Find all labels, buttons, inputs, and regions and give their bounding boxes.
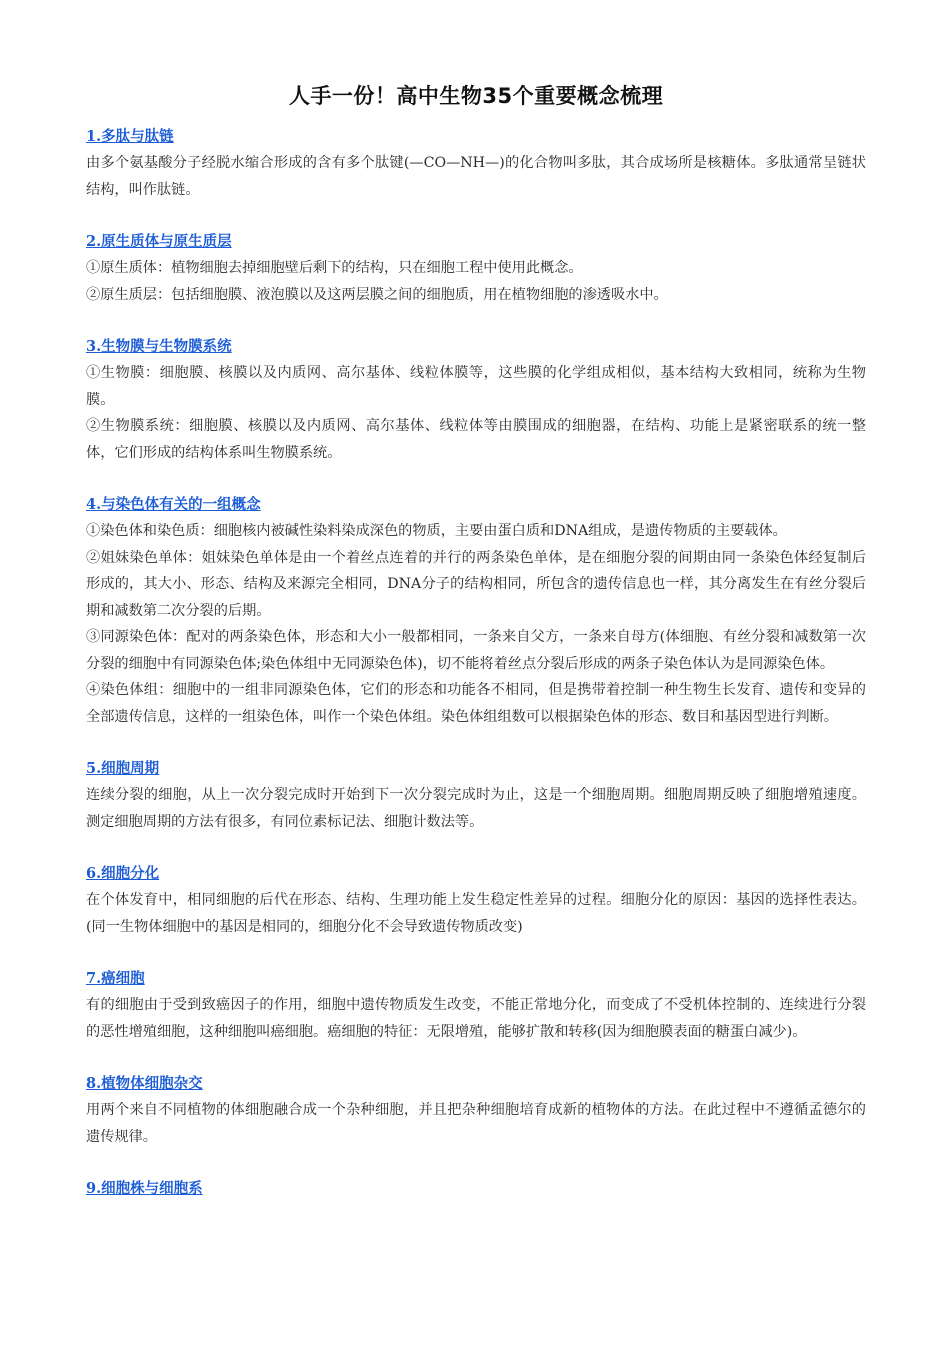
section-heading-link[interactable]: 2.原生质体与原生质层	[86, 233, 232, 250]
section-paragraph: 有的细胞由于受到致癌因子的作用，细胞中遗传物质发生改变，不能正常地分化，而变成了不受机体控制的、连续进行分裂的恶性增殖细胞，这种细胞叫癌细胞。癌细胞的特征：无限增殖，能够扩散和转移(因为细胞膜表面的糖蛋白减少)。	[86, 997, 866, 1040]
section-paragraph: 用两个来自不同植物的体细胞融合成一个杂种细胞，并且把杂种细胞培育成新的植物体的方法。在此过程中不遵循孟德尔的遗传规律。	[86, 1102, 866, 1145]
document-title: 人手一份！高中生物35个重要概念梳理	[288, 84, 664, 108]
section-heading-link[interactable]: 9.细胞株与细胞系	[86, 1180, 203, 1197]
section-cell-differentiation	[86, 861, 866, 940]
document-page	[86, 80, 866, 1228]
section-heading-link[interactable]: 4.与染色体有关的一组概念	[86, 496, 261, 513]
section-cancer-cell	[86, 966, 866, 1045]
section-paragraph: ②原生质层：包括细胞膜、液泡膜以及这两层膜之间的细胞质，用在植物细胞的渗透吸水中。	[86, 286, 668, 303]
section-paragraph: 连续分裂的细胞，从上一次分裂完成时开始到下一次分裂完成时为止，这是一个细胞周期。细胞周期反映了细胞增殖速度。测定细胞周期的方法有很多，有同位素标记法、细胞计数法等。	[86, 787, 866, 830]
section-heading-link[interactable]: 1.多肽与肽链	[86, 128, 174, 145]
section-paragraph: 在个体发育中，相同细胞的后代在形态、结构、生理功能上发生稳定性差异的过程。细胞分化的原因：基因的选择性表达。(同一生物体细胞中的基因是相同的，细胞分化不会导致遗传物质改变)	[86, 892, 866, 935]
section-biomembrane	[86, 334, 866, 466]
section-somatic-hybridization	[86, 1071, 866, 1150]
section-heading-link[interactable]: 5.细胞周期	[86, 760, 160, 777]
section-protoplast	[86, 229, 866, 308]
section-paragraph: ②生物膜系统：细胞膜、核膜以及内质网、高尔基体、线粒体等由膜围成的细胞器，在结构、功能上是紧密联系的统一整体，它们形成的结构体系叫生物膜系统。	[86, 418, 866, 461]
section-heading-link[interactable]: 3.生物膜与生物膜系统	[86, 338, 232, 355]
section-chromosome	[86, 492, 866, 730]
section-paragraph: ①染色体和染色质：细胞核内被碱性染料染成深色的物质，主要由蛋白质和DNA组成，是遗传物质的主要载体。	[86, 523, 787, 539]
section-paragraph: ①原生质体：植物细胞去掉细胞壁后剩下的结构，只在细胞工程中使用此概念。	[86, 260, 583, 276]
section-heading-link[interactable]: 7.癌细胞	[86, 970, 145, 987]
section-cell-strain	[86, 1176, 866, 1202]
section-paragraph: ②姐妹染色单体：姐妹染色单体是由一个着丝点连着的并行的两条染色单体，是在细胞分裂的间期由同一条染色体经复制后形成的，其大小、形态、结构及来源完全相同，DNA分子的结构相同，所包含的遗传信息也一样，其分离发生在有丝分裂后期和减数第二次分裂的后期。	[86, 549, 866, 619]
section-heading-link[interactable]: 6.细胞分化	[86, 865, 160, 882]
section-paragraph: ④染色体组：细胞中的一组非同源染色体，它们的形态和功能各不相同，但是携带着控制一种生物生长发育、遗传和变异的全部遗传信息，这样的一组染色体，叫作一个染色体组。染色体组组数可以根据染色体的形态、数目和基因型进行判断。	[86, 682, 866, 725]
section-polypeptide	[86, 124, 866, 203]
section-heading-link[interactable]: 8.植物体细胞杂交	[86, 1075, 203, 1092]
section-paragraph: ①生物膜：细胞膜、核膜以及内质网、高尔基体、线粒体膜等，这些膜的化学组成相似，基本结构大致相同，统称为生物膜。	[86, 365, 866, 408]
section-paragraph: ③同源染色体：配对的两条染色体，形态和大小一般都相同，一条来自父方，一条来自母方(体细胞、有丝分裂和减数第一次分裂的细胞中有同源染色体;染色体组中无同源染色体)，切不能将着丝点分裂后形成的两条子染色体认为是同源染色体。	[86, 629, 866, 672]
section-paragraph: 由多个氨基酸分子经脱水缩合形成的含有多个肽键(—CO—NH—)的化合物叫多肽，其合成场所是核糖体。多肽通常呈链状结构，叫作肽链。	[86, 155, 866, 198]
section-cell-cycle	[86, 756, 866, 835]
